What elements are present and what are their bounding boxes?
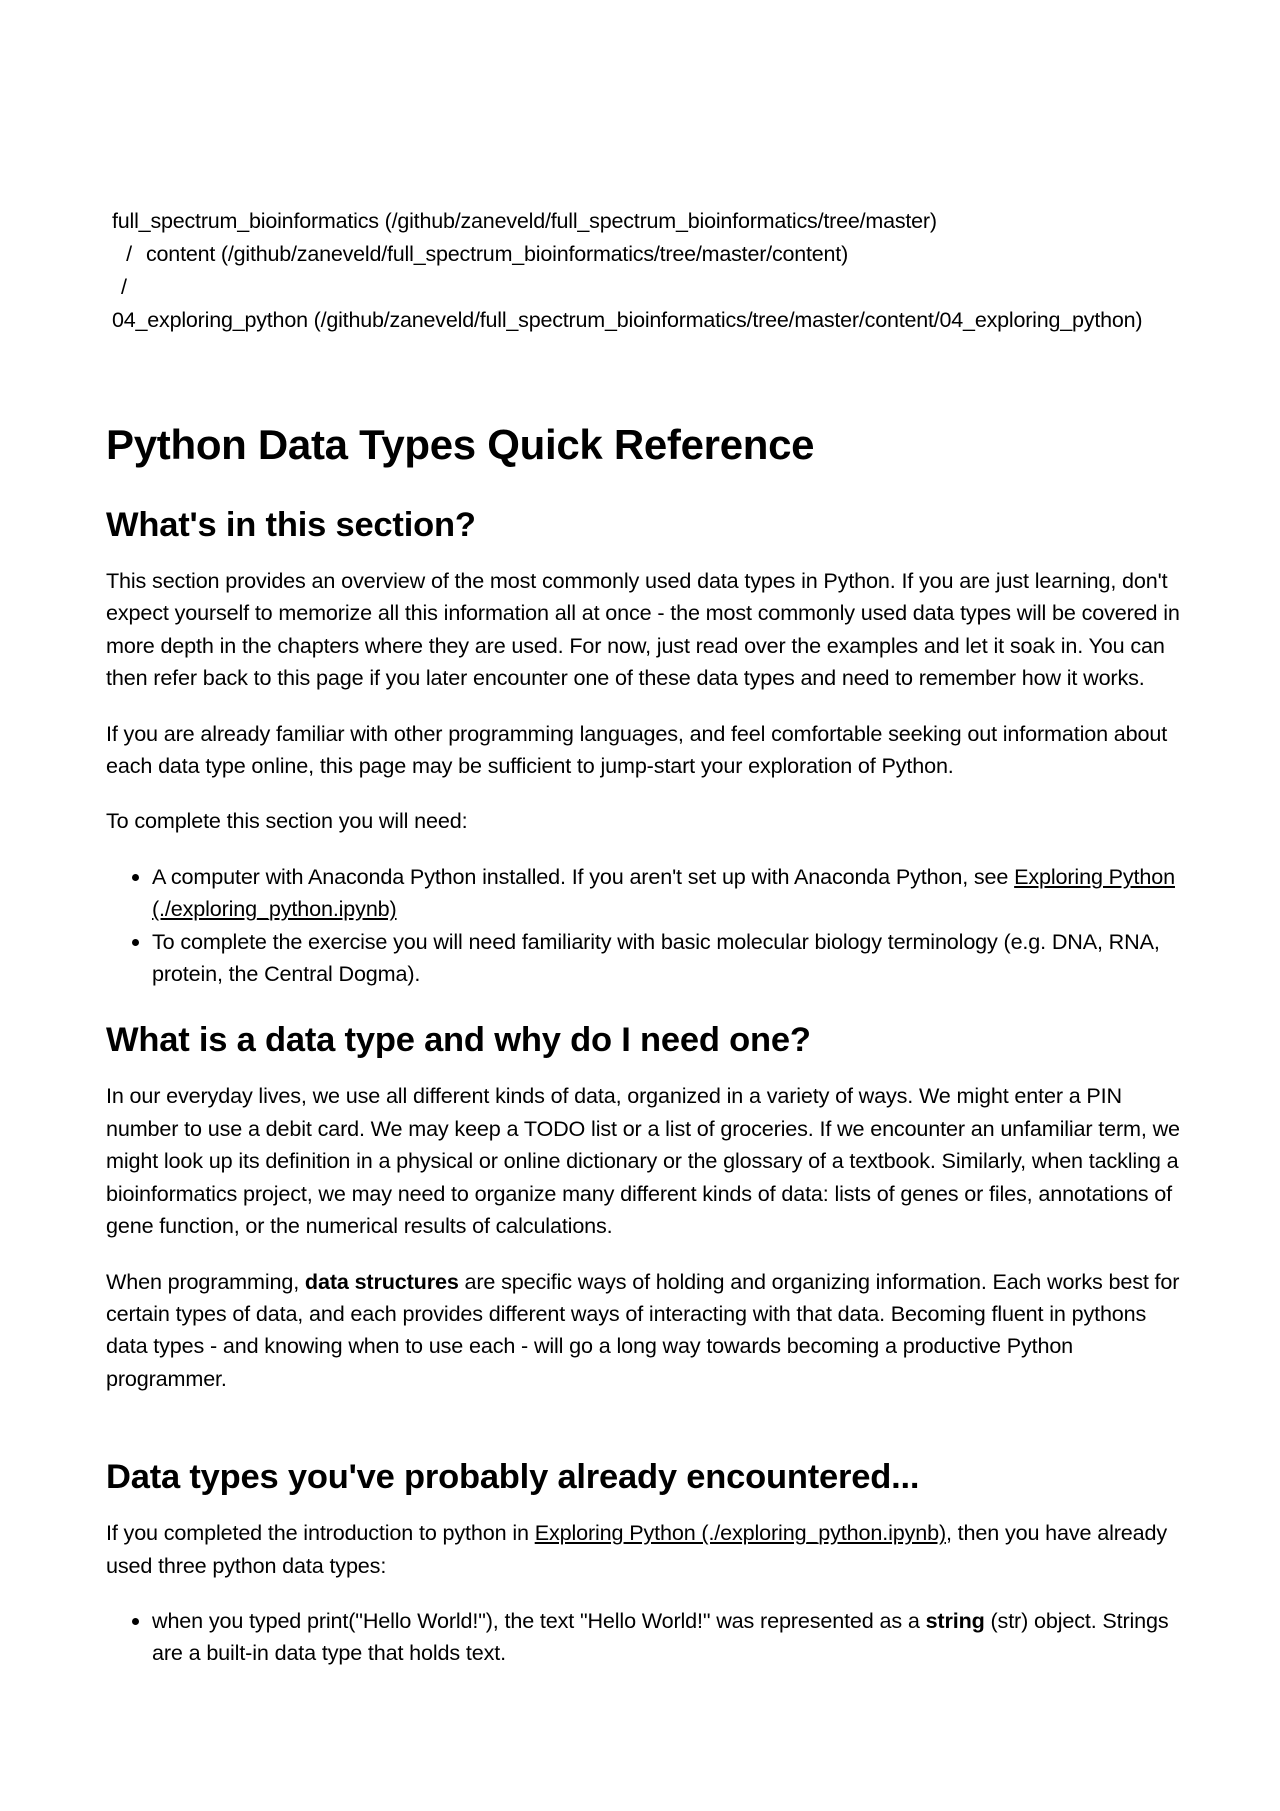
page-title: Python Data Types Quick Reference bbox=[106, 421, 815, 468]
requirements-list bbox=[106, 861, 1191, 991]
breadcrumb-separator: / bbox=[126, 242, 132, 266]
breadcrumb-link-full-spectrum-bioinformatics[interactable]: full_spectrum_bioinformatics (/github/zaneveld/full_spectrum_bioinformatics/tree/master) bbox=[112, 209, 937, 233]
section1-paragraph-requirements: To complete this section you will need: bbox=[106, 808, 468, 834]
bold-term-string: string bbox=[925, 1607, 985, 1633]
breadcrumb-line-1 bbox=[112, 205, 1262, 238]
list-item bbox=[152, 861, 1191, 926]
text-segment: If you completed the introduction to python in bbox=[106, 1520, 535, 1546]
exploring-python-link[interactable]: Exploring Python (./exploring_python.ipynb) bbox=[534, 1520, 946, 1546]
notebook-content bbox=[106, 415, 1191, 1670]
text-segment: , then you have already used three python data types: bbox=[106, 1520, 1168, 1578]
section-heading-whats-in-this-section: What's in this section? bbox=[106, 506, 476, 544]
breadcrumb-line-3 bbox=[112, 271, 1262, 304]
breadcrumb-separator: / bbox=[121, 275, 127, 299]
bold-term-data-structures: data structures bbox=[304, 1268, 459, 1294]
section3-paragraph-intro bbox=[106, 1517, 1191, 1582]
breadcrumb-link-content[interactable]: content (/github/zaneveld/full_spectrum_bioinformatics/tree/master/content) bbox=[146, 242, 849, 266]
list-item bbox=[152, 1605, 1191, 1670]
list-item: • To complete the exercise you will need familiarity with basic molecular biology terminology (e.g. DNA, RNA, protein, the Central Dogma). bbox=[152, 926, 1191, 991]
data-types-list bbox=[106, 1605, 1191, 1670]
text-segment: (str) object. Strings are a built-in data type that holds text. bbox=[152, 1607, 1169, 1666]
breadcrumb bbox=[112, 205, 1262, 337]
breadcrumb-line-4 bbox=[112, 304, 1262, 337]
breadcrumb-line-2 bbox=[112, 238, 1262, 271]
breadcrumb-link-04-exploring-python[interactable]: 04_exploring_python (/github/zaneveld/full_spectrum_bioinformatics/tree/master/content/04_exploring_python) bbox=[112, 308, 1143, 332]
section1-paragraph-familiar: If you are already familiar with other programming languages, and feel comfortable seeking out information about each data type online, this page may be sufficient to jump-start your exploration of Python. bbox=[106, 720, 1168, 779]
exploring-python-link[interactable]: Exploring Python (./exploring_python.ipynb) bbox=[152, 863, 1175, 922]
section1-paragraph-overview: This section provides an overview of the most commonly used data types in Python. If you are just learning, don't expect yourself to memorize all this information all at once - the most commonly used data types will be covered in more depth in the chapters where they are used. For now, just read over the examples and let it soak in. You can then refer back to this page if you later encounter one of these data types and need to remember how it works. bbox=[106, 568, 1180, 691]
text-segment: When programming, bbox=[106, 1268, 305, 1294]
text-segment: when you typed print("Hello World!"), the text "Hello World!" was represented as a bbox=[152, 1607, 926, 1633]
list-item-text: A computer with Anaconda Python installed. If you aren't set up with Anaconda Python, see bbox=[152, 863, 1015, 889]
section2-paragraph-data-structures bbox=[106, 1266, 1191, 1396]
section-heading-what-is-a-data-type: What is a data type and why do I need one? bbox=[106, 1021, 811, 1060]
section-heading-data-types-encountered: Data types you've probably already encountered... bbox=[106, 1458, 920, 1497]
text-segment: are specific ways of holding and organizing information. Each works best for certain types of data, and each provides different ways of interacting with that data. Becoming fluent in pythons data types - and knowing when to use each - will go a long way towards becoming a productive Python programmer. bbox=[106, 1268, 1180, 1391]
section2-paragraph-everyday: In our everyday lives, we use all different kinds of data, organized in a variety of ways. We might enter a PIN number to use a debit card. We may keep a TODO list or a list of groceries. If we encounter an unfamiliar term, we might look up its definition in a physical or online dictionary or the glossary of a textbook. Similarly, when tackling a bioinformatics project, we may need to organize many different kinds of data: lists of genes or files, annotations of gene function, or the numerical results of calculations. bbox=[106, 1083, 1180, 1239]
